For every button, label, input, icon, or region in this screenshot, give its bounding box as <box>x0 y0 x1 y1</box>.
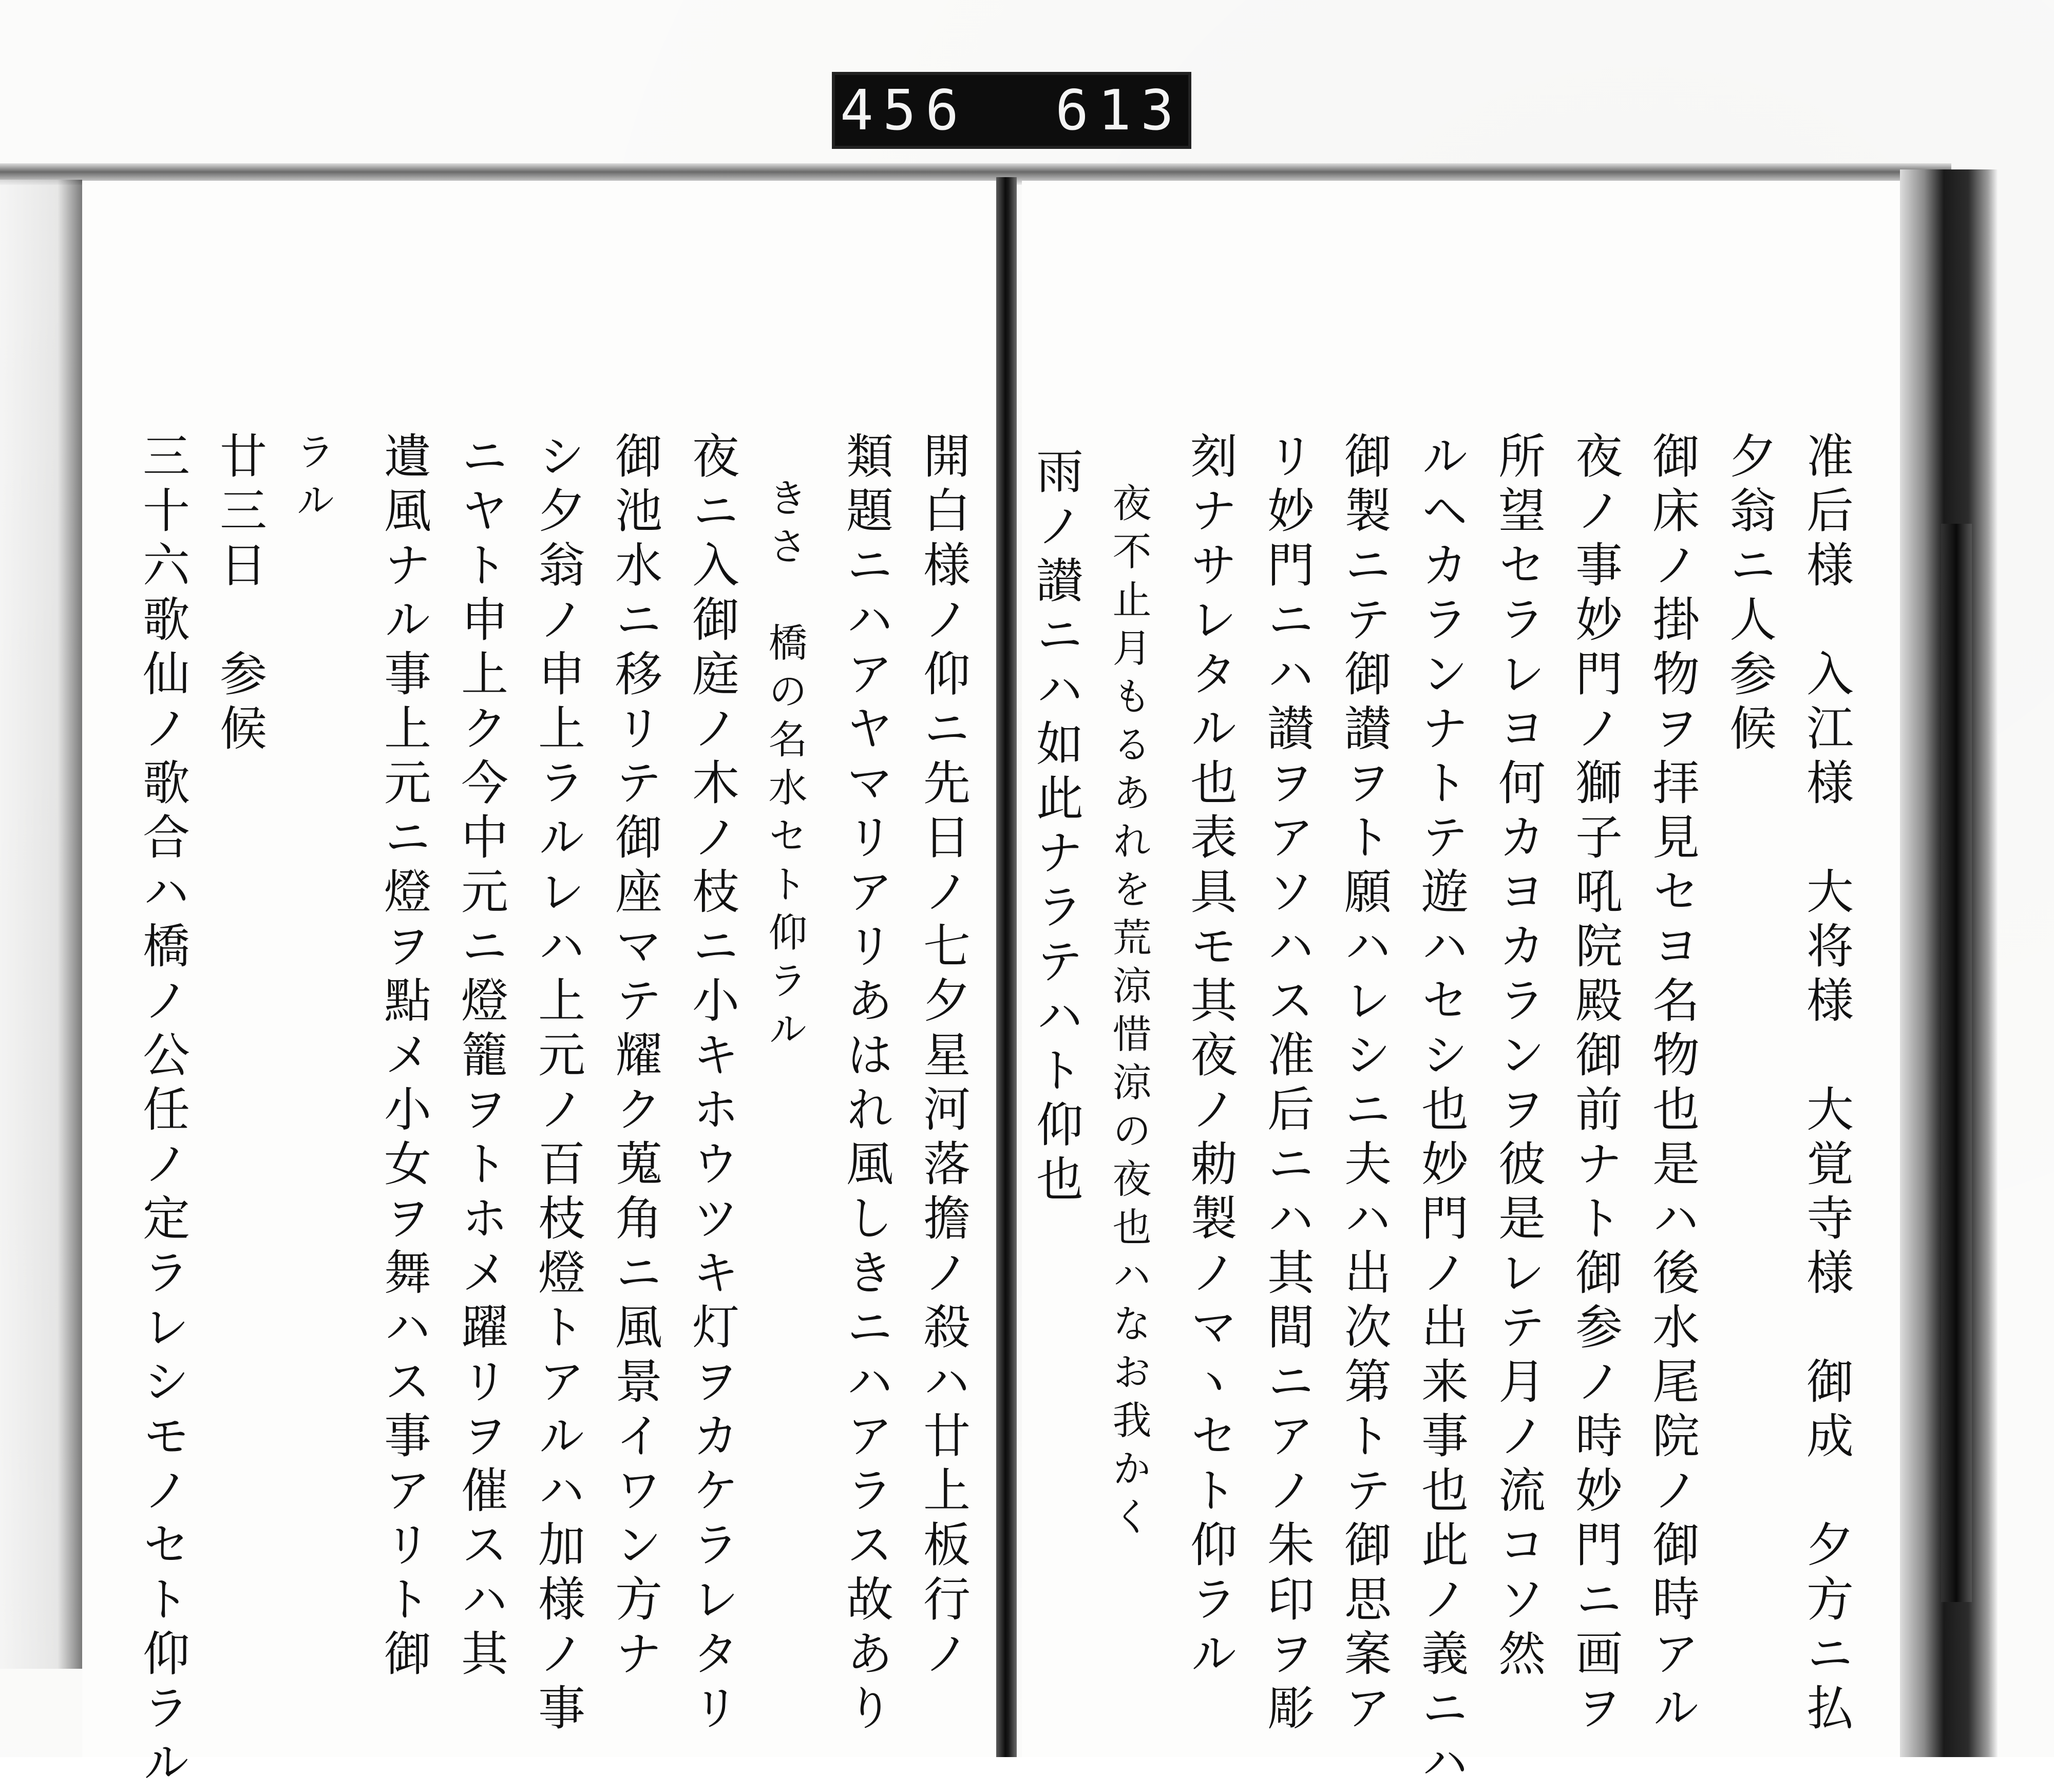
frame-number-right: 613 <box>1055 78 1184 143</box>
left-page-column-9: ラル <box>290 431 335 528</box>
left-page-column-10: 廿三日 参候 <box>212 431 267 758</box>
book-gutter <box>996 177 1017 1757</box>
book-left-edge <box>0 180 82 1669</box>
left-page-column-4: 夜ニ入御庭ノ木ノ枝ニ小キホウツキ灯ヲカケラレタリ <box>684 431 739 1738</box>
right-page-column-10: 雨ノ讃ニハ如此ナラテハト仰也 <box>1029 447 1083 1209</box>
book-right-tab <box>1941 524 1972 1602</box>
left-page-column-2: 類題ニハアヤマリアリあはれ風しきニハアラス故あり <box>839 431 893 1738</box>
right-page-column-4: 夜ノ事妙門ノ獅子吼院殿御前ナト御参ノ時妙門ニ画ヲ <box>1568 431 1623 1738</box>
right-page-column-11: 夜不止月もるあれを荒涼惜涼の夜也ハなお我かく <box>1106 483 1152 1545</box>
left-page-column-8: 遺風ナル事上元ニ燈ヲ點メ小女ヲ舞ハス事アリト御 <box>376 431 431 1683</box>
right-page-column-1: 准后様 入江様 大将様 大覚寺様 御成 夕方ニ払 <box>1799 431 1854 1738</box>
right-page-column-9: 刻ナサレタル也表具モ其夜ノ勅製ノマヽセト仰ラル <box>1183 431 1238 1683</box>
right-page-column-6: ルヘカランナトテ遊ハセシ也妙門ノ出来事也此ノ義ニハ <box>1414 431 1469 1792</box>
left-page-column-3: きさ 橋の名水セト仰ラル <box>762 478 808 1057</box>
right-page-column-5: 所望セラレヨ何カヨカランヲ彼是レテ月ノ流コソ然 <box>1491 431 1546 1683</box>
left-page-column-11: 三十六歌仙ノ歌合ハ橋ノ公任ノ定ラレシモノセト仰ラル <box>135 431 190 1792</box>
frame-number-left: 456 <box>840 78 968 143</box>
right-page <box>1022 181 1926 1757</box>
film-frame-label <box>832 72 1191 149</box>
left-page-column-7: ニヤト申上ク今中元ニ燈籠ヲトホメ躍リヲ催スハ其 <box>453 431 508 1683</box>
left-page-column-6: シ夕翁ノ申上ラルレハ上元ノ百枝燈トアルハ加様ノ事 <box>530 431 585 1738</box>
right-page-column-7: 御製ニテ御讃ヲト願ハレシニ夫ハ出次第トテ御思案ア <box>1337 431 1392 1738</box>
right-page-column-2: 夕翁ニ人参候 <box>1722 431 1777 758</box>
left-page-column-1: 開白様ノ仰ニ先日ノ七夕星河落擔ノ殺ハ廿上板行ノ <box>916 431 971 1683</box>
right-page-column-3: 御床ノ掛物ヲ拝見セヨ名物也是ハ後水尾院ノ御時アル <box>1645 431 1700 1738</box>
right-page-column-8: リ妙門ニハ讃ヲアソハス准后ニハ其間ニアノ朱印ヲ彫 <box>1260 431 1315 1738</box>
left-page-column-5: 御池水ニ移リテ御座マテ耀ク蒐角ニ風景イワン方ナ <box>607 431 662 1683</box>
